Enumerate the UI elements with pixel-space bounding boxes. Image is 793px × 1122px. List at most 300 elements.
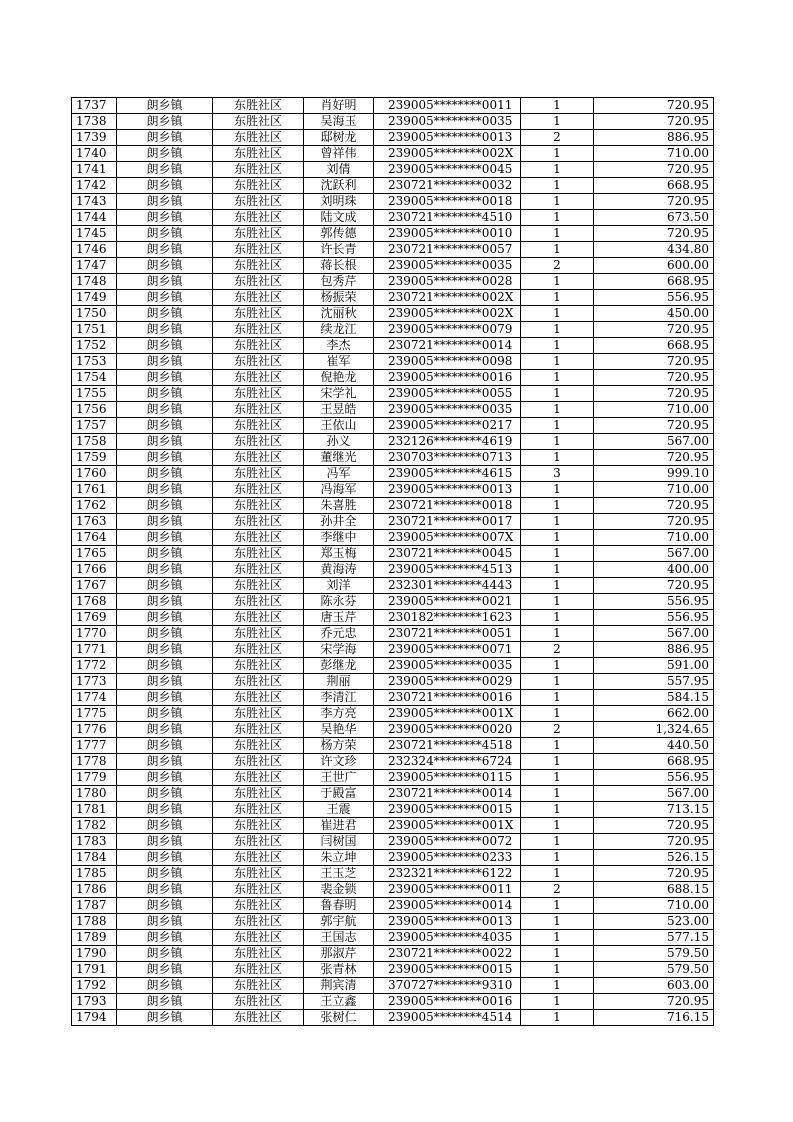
name-cell: 朱立坤 [304,850,374,866]
name-cell: 李继中 [304,530,374,546]
town-cell: 朗乡镇 [117,994,213,1010]
name-cell: 吴艳华 [304,722,374,738]
table-row [72,306,714,322]
community-cell: 东胜社区 [213,130,304,146]
community-cell: 东胜社区 [213,626,304,642]
count-cell: 1 [521,114,594,130]
count-cell: 1 [521,162,594,178]
row-number-cell: 1779 [72,770,117,786]
name-cell: 唐玉芹 [304,610,374,626]
count-cell: 1 [521,242,594,258]
id-number-cell: 239005********0055 [374,386,521,402]
row-number-cell: 1784 [72,850,117,866]
id-number-cell: 239005********0018 [374,194,521,210]
town-cell: 朗乡镇 [117,338,213,354]
id-number-cell: 232324********6724 [374,754,521,770]
community-cell: 东胜社区 [213,930,304,946]
id-number-cell: 232301********4443 [374,578,521,594]
table-row [72,594,714,610]
town-cell: 朗乡镇 [117,178,213,194]
count-cell: 2 [521,642,594,658]
row-number-cell: 1785 [72,866,117,882]
row-number-cell: 1777 [72,738,117,754]
row-number-cell: 1781 [72,802,117,818]
name-cell: 刘倩 [304,162,374,178]
id-number-cell: 230721********0014 [374,338,521,354]
community-cell: 东胜社区 [213,690,304,706]
row-number-cell: 1760 [72,466,117,482]
id-number-cell: 239005********4513 [374,562,521,578]
amount-cell: 999.10 [594,466,714,482]
name-cell: 于殿富 [304,786,374,802]
row-number-cell: 1782 [72,818,117,834]
id-number-cell: 239005********0029 [374,674,521,690]
row-number-cell: 1748 [72,274,117,290]
name-cell: 许长青 [304,242,374,258]
name-cell: 王震 [304,802,374,818]
amount-cell: 710.00 [594,146,714,162]
count-cell: 1 [521,562,594,578]
table-row [72,402,714,418]
count-cell: 1 [521,498,594,514]
count-cell: 2 [521,258,594,274]
id-number-cell: 239005********0013 [374,482,521,498]
row-number-cell: 1768 [72,594,117,610]
community-cell: 东胜社区 [213,738,304,754]
amount-cell: 668.95 [594,274,714,290]
id-number-cell: 239005********0028 [374,274,521,290]
amount-cell: 579.50 [594,962,714,978]
table-row [72,770,714,786]
count-cell: 2 [521,722,594,738]
table-row [72,194,714,210]
row-number-cell: 1765 [72,546,117,562]
community-cell: 东胜社区 [213,802,304,818]
town-cell: 朗乡镇 [117,578,213,594]
amount-cell: 567.00 [594,546,714,562]
name-cell: 沈跃利 [304,178,374,194]
community-cell: 东胜社区 [213,434,304,450]
town-cell: 朗乡镇 [117,194,213,210]
town-cell: 朗乡镇 [117,754,213,770]
name-cell: 倪艳龙 [304,370,374,386]
name-cell: 荆丽 [304,674,374,690]
table-row [72,130,714,146]
row-number-cell: 1767 [72,578,117,594]
name-cell: 郭传德 [304,226,374,242]
name-cell: 邸树龙 [304,130,374,146]
amount-cell: 720.95 [594,114,714,130]
id-number-cell: 239005********0115 [374,770,521,786]
name-cell: 黄海涛 [304,562,374,578]
name-cell: 刘洋 [304,578,374,594]
town-cell: 朗乡镇 [117,274,213,290]
row-number-cell: 1739 [72,130,117,146]
name-cell: 孙井全 [304,514,374,530]
count-cell: 1 [521,994,594,1010]
name-cell: 冯海军 [304,482,374,498]
town-cell: 朗乡镇 [117,386,213,402]
table-row [72,994,714,1010]
name-cell: 张树仁 [304,1010,374,1026]
count-cell: 1 [521,738,594,754]
table-row [72,162,714,178]
id-number-cell: 239005********0035 [374,258,521,274]
id-number-cell: 239005********0079 [374,322,521,338]
count-cell: 1 [521,850,594,866]
table-row [72,738,714,754]
table-row [72,290,714,306]
id-number-cell: 239005********0011 [374,98,521,114]
id-number-cell: 239005********0071 [374,642,521,658]
id-number-cell: 239005********0035 [374,402,521,418]
name-cell: 沈丽秋 [304,306,374,322]
amount-cell: 556.95 [594,290,714,306]
amount-cell: 720.95 [594,498,714,514]
community-cell: 东胜社区 [213,1010,304,1026]
amount-cell: 556.95 [594,594,714,610]
count-cell: 1 [521,626,594,642]
row-number-cell: 1789 [72,930,117,946]
table-row [72,930,714,946]
name-cell: 彭继龙 [304,658,374,674]
count-cell: 1 [521,930,594,946]
table-row [72,578,714,594]
name-cell: 张青林 [304,962,374,978]
count-cell: 1 [521,418,594,434]
table-row [72,610,714,626]
table-row [72,706,714,722]
row-number-cell: 1790 [72,946,117,962]
amount-cell: 557.95 [594,674,714,690]
community-cell: 东胜社区 [213,242,304,258]
community-cell: 东胜社区 [213,818,304,834]
name-cell: 裴金锁 [304,882,374,898]
id-number-cell: 239005********4514 [374,1010,521,1026]
amount-cell: 668.95 [594,754,714,770]
count-cell: 1 [521,210,594,226]
row-number-cell: 1740 [72,146,117,162]
name-cell: 陈永芬 [304,594,374,610]
table-row [72,258,714,274]
town-cell: 朗乡镇 [117,562,213,578]
id-number-cell: 230721********0022 [374,946,521,962]
name-cell: 肖好明 [304,98,374,114]
id-number-cell: 239005********007X [374,530,521,546]
id-number-cell: 239005********0072 [374,834,521,850]
community-cell: 东胜社区 [213,418,304,434]
amount-cell: 688.15 [594,882,714,898]
town-cell: 朗乡镇 [117,290,213,306]
amount-cell: 720.95 [594,226,714,242]
count-cell: 1 [521,402,594,418]
community-cell: 东胜社区 [213,370,304,386]
town-cell: 朗乡镇 [117,450,213,466]
row-number-cell: 1774 [72,690,117,706]
amount-cell: 673.50 [594,210,714,226]
table-row [72,210,714,226]
id-number-cell: 230721********0051 [374,626,521,642]
name-cell: 王世广 [304,770,374,786]
community-cell: 东胜社区 [213,786,304,802]
town-cell: 朗乡镇 [117,706,213,722]
count-cell: 1 [521,866,594,882]
data-table [71,97,714,1026]
table-row [72,98,714,114]
id-number-cell: 230721********0018 [374,498,521,514]
amount-cell: 720.95 [594,98,714,114]
id-number-cell: 232321********6122 [374,866,521,882]
name-cell: 李方亮 [304,706,374,722]
amount-cell: 567.00 [594,626,714,642]
amount-cell: 720.95 [594,818,714,834]
name-cell: 王国志 [304,930,374,946]
name-cell: 宋学礼 [304,386,374,402]
row-number-cell: 1761 [72,482,117,498]
town-cell: 朗乡镇 [117,642,213,658]
row-number-cell: 1746 [72,242,117,258]
table-row [72,882,714,898]
count-cell: 1 [521,546,594,562]
name-cell: 朱喜胜 [304,498,374,514]
community-cell: 东胜社区 [213,146,304,162]
table-row [72,114,714,130]
count-cell: 1 [521,770,594,786]
community-cell: 东胜社区 [213,290,304,306]
row-number-cell: 1775 [72,706,117,722]
community-cell: 东胜社区 [213,322,304,338]
amount-cell: 526.15 [594,850,714,866]
id-number-cell: 239005********0098 [374,354,521,370]
community-cell: 东胜社区 [213,882,304,898]
amount-cell: 720.95 [594,162,714,178]
row-number-cell: 1743 [72,194,117,210]
community-cell: 东胜社区 [213,978,304,994]
community-cell: 东胜社区 [213,642,304,658]
table-row [72,450,714,466]
community-cell: 东胜社区 [213,466,304,482]
id-number-cell: 239005********0016 [374,994,521,1010]
community-cell: 东胜社区 [213,706,304,722]
row-number-cell: 1763 [72,514,117,530]
row-number-cell: 1770 [72,626,117,642]
table-row [72,418,714,434]
table-row [72,386,714,402]
table-row [72,866,714,882]
name-cell: 孙义 [304,434,374,450]
count-cell: 1 [521,658,594,674]
count-cell: 1 [521,370,594,386]
community-cell: 东胜社区 [213,98,304,114]
community-cell: 东胜社区 [213,226,304,242]
table-row [72,754,714,770]
town-cell: 朗乡镇 [117,322,213,338]
community-cell: 东胜社区 [213,866,304,882]
name-cell: 刘明珠 [304,194,374,210]
row-number-cell: 1757 [72,418,117,434]
amount-cell: 720.95 [594,994,714,1010]
community-cell: 东胜社区 [213,514,304,530]
town-cell: 朗乡镇 [117,370,213,386]
name-cell: 荆宾清 [304,978,374,994]
town-cell: 朗乡镇 [117,674,213,690]
row-number-cell: 1766 [72,562,117,578]
row-number-cell: 1741 [72,162,117,178]
count-cell: 1 [521,514,594,530]
id-number-cell: 239005********002X [374,306,521,322]
table-row [72,658,714,674]
community-cell: 东胜社区 [213,498,304,514]
amount-cell: 720.95 [594,370,714,386]
name-cell: 冯军 [304,466,374,482]
table-row [72,914,714,930]
table-row [72,354,714,370]
table-row [72,514,714,530]
table-row [72,786,714,802]
table-row [72,370,714,386]
id-number-cell: 239005********0011 [374,882,521,898]
row-number-cell: 1756 [72,402,117,418]
count-cell: 1 [521,914,594,930]
count-cell: 3 [521,466,594,482]
id-number-cell: 239005********0013 [374,130,521,146]
table-row [72,466,714,482]
table-row [72,962,714,978]
town-cell: 朗乡镇 [117,418,213,434]
id-number-cell: 239005********0015 [374,802,521,818]
community-cell: 东胜社区 [213,946,304,962]
count-cell: 1 [521,946,594,962]
count-cell: 1 [521,482,594,498]
row-number-cell: 1778 [72,754,117,770]
name-cell: 王立鑫 [304,994,374,1010]
amount-cell: 600.00 [594,258,714,274]
town-cell: 朗乡镇 [117,434,213,450]
name-cell: 李清江 [304,690,374,706]
amount-cell: 440.50 [594,738,714,754]
amount-cell: 567.00 [594,434,714,450]
amount-cell: 556.95 [594,770,714,786]
row-number-cell: 1776 [72,722,117,738]
row-number-cell: 1792 [72,978,117,994]
community-cell: 东胜社区 [213,594,304,610]
id-number-cell: 239005********0035 [374,658,521,674]
name-cell: 王依山 [304,418,374,434]
town-cell: 朗乡镇 [117,946,213,962]
town-cell: 朗乡镇 [117,914,213,930]
town-cell: 朗乡镇 [117,482,213,498]
amount-cell: 668.95 [594,338,714,354]
name-cell: 董继光 [304,450,374,466]
community-cell: 东胜社区 [213,722,304,738]
amount-cell: 720.95 [594,418,714,434]
count-cell: 1 [521,594,594,610]
id-number-cell: 230721********0014 [374,786,521,802]
amount-cell: 434.80 [594,242,714,258]
count-cell: 1 [521,978,594,994]
table-row [72,1010,714,1026]
id-number-cell: 232126********4619 [374,434,521,450]
amount-cell: 591.00 [594,658,714,674]
amount-cell: 713.15 [594,802,714,818]
town-cell: 朗乡镇 [117,738,213,754]
amount-cell: 603.00 [594,978,714,994]
table-row [72,530,714,546]
id-number-cell: 239005********0045 [374,162,521,178]
name-cell: 郑玉梅 [304,546,374,562]
row-number-cell: 1762 [72,498,117,514]
amount-cell: 720.95 [594,834,714,850]
community-cell: 东胜社区 [213,994,304,1010]
community-cell: 东胜社区 [213,178,304,194]
community-cell: 东胜社区 [213,274,304,290]
count-cell: 1 [521,802,594,818]
town-cell: 朗乡镇 [117,466,213,482]
community-cell: 东胜社区 [213,770,304,786]
community-cell: 东胜社区 [213,306,304,322]
row-number-cell: 1744 [72,210,117,226]
table-row [72,722,714,738]
id-number-cell: 230721********4510 [374,210,521,226]
town-cell: 朗乡镇 [117,658,213,674]
community-cell: 东胜社区 [213,114,304,130]
row-number-cell: 1755 [72,386,117,402]
name-cell: 王玉芝 [304,866,374,882]
row-number-cell: 1759 [72,450,117,466]
count-cell: 1 [521,338,594,354]
amount-cell: 710.00 [594,530,714,546]
id-number-cell: 239005********001X [374,818,521,834]
id-number-cell: 230721********0016 [374,690,521,706]
town-cell: 朗乡镇 [117,530,213,546]
town-cell: 朗乡镇 [117,258,213,274]
community-cell: 东胜社区 [213,834,304,850]
amount-cell: 720.95 [594,450,714,466]
count-cell: 1 [521,898,594,914]
table-row [72,834,714,850]
row-number-cell: 1771 [72,642,117,658]
community-cell: 东胜社区 [213,914,304,930]
town-cell: 朗乡镇 [117,210,213,226]
row-number-cell: 1737 [72,98,117,114]
count-cell: 1 [521,194,594,210]
name-cell: 王昱皓 [304,402,374,418]
community-cell: 东胜社区 [213,482,304,498]
amount-cell: 523.00 [594,914,714,930]
row-number-cell: 1791 [72,962,117,978]
count-cell: 1 [521,706,594,722]
town-cell: 朗乡镇 [117,834,213,850]
community-cell: 东胜社区 [213,898,304,914]
town-cell: 朗乡镇 [117,514,213,530]
amount-cell: 886.95 [594,642,714,658]
name-cell: 蒋长根 [304,258,374,274]
amount-cell: 567.00 [594,786,714,802]
amount-cell: 584.15 [594,690,714,706]
id-number-cell: 230721********0045 [374,546,521,562]
community-cell: 东胜社区 [213,194,304,210]
community-cell: 东胜社区 [213,546,304,562]
town-cell: 朗乡镇 [117,962,213,978]
community-cell: 东胜社区 [213,562,304,578]
community-cell: 东胜社区 [213,578,304,594]
count-cell: 1 [521,434,594,450]
community-cell: 东胜社区 [213,354,304,370]
count-cell: 1 [521,146,594,162]
name-cell: 吴海玉 [304,114,374,130]
row-number-cell: 1747 [72,258,117,274]
count-cell: 1 [521,674,594,690]
